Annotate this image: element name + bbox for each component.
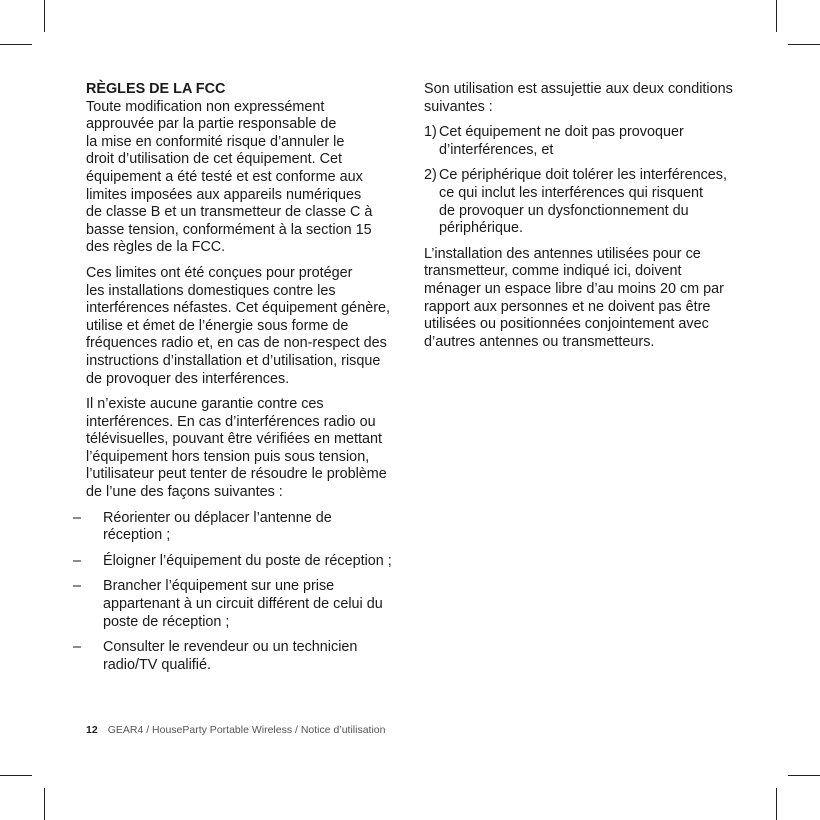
crop-mark xyxy=(0,775,32,776)
conditions-list xyxy=(424,124,744,238)
list-item-text: Réorienter ou déplacer l’antenne de réception ; xyxy=(103,509,332,544)
left-column xyxy=(73,81,404,682)
dash-marker: – xyxy=(73,639,82,656)
dash-marker: – xyxy=(73,552,82,569)
list-item-text: Consulter le revendeur ou un technicien radio/TV qualifié. xyxy=(103,639,358,673)
crop-mark xyxy=(788,775,820,776)
condition-text: Ce périphérique doit tolérer les interférences, ce qui inclut les interférences qui risquent de provoquer un dysfonctionnement du périphérique. xyxy=(439,167,727,237)
page-footer xyxy=(86,724,385,736)
list-item-text: Brancher l’équipement sur une prise appartenant à un circuit différent de celui du poste de réception ; xyxy=(103,578,383,630)
antenna-paragraph: L’installation des antennes utilisées pour ce transmetteur, comme indiqué ici, doivent ménager un espace libre d’au moins 20 cm par rapport aux personnes et ne doivent pas être utilisées ou positionnées conjointement avec d’autres antennes ou transmetteurs. xyxy=(424,245,724,350)
condition-number: 2) xyxy=(424,167,437,184)
crop-mark xyxy=(0,44,32,45)
list-item xyxy=(73,509,404,545)
fcc-paragraph-3: Il n’existe aucune garantie contre ces interférences. En cas d’interférences radio ou télévisuelles, pouvant être vérifiées en mettant l’équipement hors tension puis sous tension, l’utilisateur peut tenter de résoudre le problème de l’une des façons suivantes : xyxy=(86,396,387,501)
page-number: 12 xyxy=(86,724,98,736)
list-item xyxy=(424,167,744,237)
remedy-list xyxy=(73,509,404,675)
list-item xyxy=(73,552,404,571)
dash-marker: – xyxy=(73,509,82,526)
crop-mark xyxy=(788,44,820,45)
crop-mark xyxy=(44,0,45,32)
fcc-paragraph-2: Ces limites ont été conçues pour protéger les installations domestiques contre les interférences néfastes. Cet équipement génère, utilise et émet de l’énergie sous forme de fréquences radio et, en cas de non-respect des instructions d’installation et d’utilisation, risque de provoquer des interférences. xyxy=(86,264,390,387)
list-item-text: Éloigner l’équipement du poste de réception ; xyxy=(103,552,392,569)
crop-mark xyxy=(776,788,777,820)
list-item xyxy=(424,124,744,159)
fcc-paragraph-1: Toute modification non expressément approuvée par la partie responsable de la mise en conformité risque d’annuler le droit d’utilisation de cet équipement. Cet équipement a été testé et est conforme aux limites imposées aux appareils numériques de classe B et un transmetteur de classe C à basse tension, conformément à la section 15 des règles de la FCC. xyxy=(86,98,373,256)
list-item xyxy=(73,578,404,631)
crop-mark xyxy=(776,0,777,32)
section-heading: RÈGLES DE LA FCC xyxy=(86,81,226,97)
conditions-intro: Son utilisation est assujettie aux deux conditions suivantes : xyxy=(424,81,733,115)
footer-text: GEAR4 / HouseParty Portable Wireless / Notice d’utilisation xyxy=(107,724,386,736)
dash-marker: – xyxy=(73,578,82,595)
condition-text: Cet équipement ne doit pas provoquer d’interférences, et xyxy=(439,124,684,158)
condition-number: 1) xyxy=(424,124,437,141)
list-item xyxy=(73,639,404,674)
crop-mark xyxy=(44,788,45,820)
right-column xyxy=(424,81,744,359)
